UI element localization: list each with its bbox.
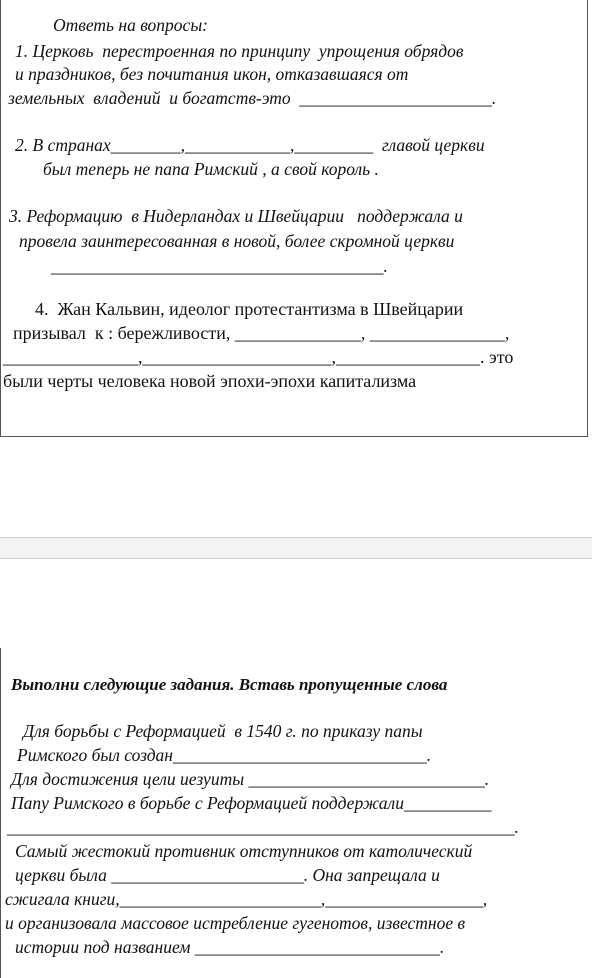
task-line-4: Папу Римского в борьбе с Реформацией поддержали__________ [11,793,492,813]
question-4-line-2: призывал к : бережливости, ______________, _______________, [13,323,510,343]
question-2-line-2: был теперь не папа Римский , а свой король . [43,159,379,179]
question-2-line-1: 2. В странах________,____________,_________ главой церкви [15,135,485,155]
question-3-line-2: провела заинтересованная в новой, более скромной церкви [19,231,455,251]
section-heading: Ответь на вопросы: [53,15,209,35]
question-4-line-4: были черты человека новой эпохи-эпохи капитализма [3,371,417,391]
task-line-5: __________________________________________________________. [7,817,519,837]
tasks-section [0,648,592,978]
task-line-8: сжигала книги,_______________________,__________________, [5,889,488,909]
questions-section [0,0,588,437]
question-4-line-1: 4. Жан Кальвин, идеолог протестантизма в Швейцарии [35,299,464,319]
task-line-2: Римского был создан_____________________________. [17,745,432,765]
task-line-3: Для достижения цели иезуиты ___________________________. [11,769,490,789]
task-line-10: истории под названием ____________________________. [15,937,445,957]
question-3-line-1: 3. Реформацию в Нидерландах и Швейцарии поддержала и [9,206,463,226]
page-separator [0,537,592,559]
question-1-line-1: 1. Церковь перестроенная по принципу упрощения обрядов [15,41,464,61]
question-1-line-3: земельных владений и богатств-это ______________________. [8,88,497,108]
question-1-line-2: и праздников, без почитания икон, отказавшаяся от [15,64,409,84]
task-line-1: Для борьбы с Реформацией в 1540 г. по приказу папы [23,721,423,741]
task-line-9: и организовала массовое истребление гугенотов, известное в [5,913,466,933]
question-3-line-3: ______________________________________. [51,256,388,276]
question-4-line-3: _______________,_____________________,________________. это [3,347,514,367]
task-line-7: церкви была ______________________. Она запрещала и [15,865,440,885]
task-line-6: Самый жестокий противник отступников от католический [15,841,473,861]
tasks-heading: Выполни следующие задания. Вставь пропущенные слова [11,675,448,694]
